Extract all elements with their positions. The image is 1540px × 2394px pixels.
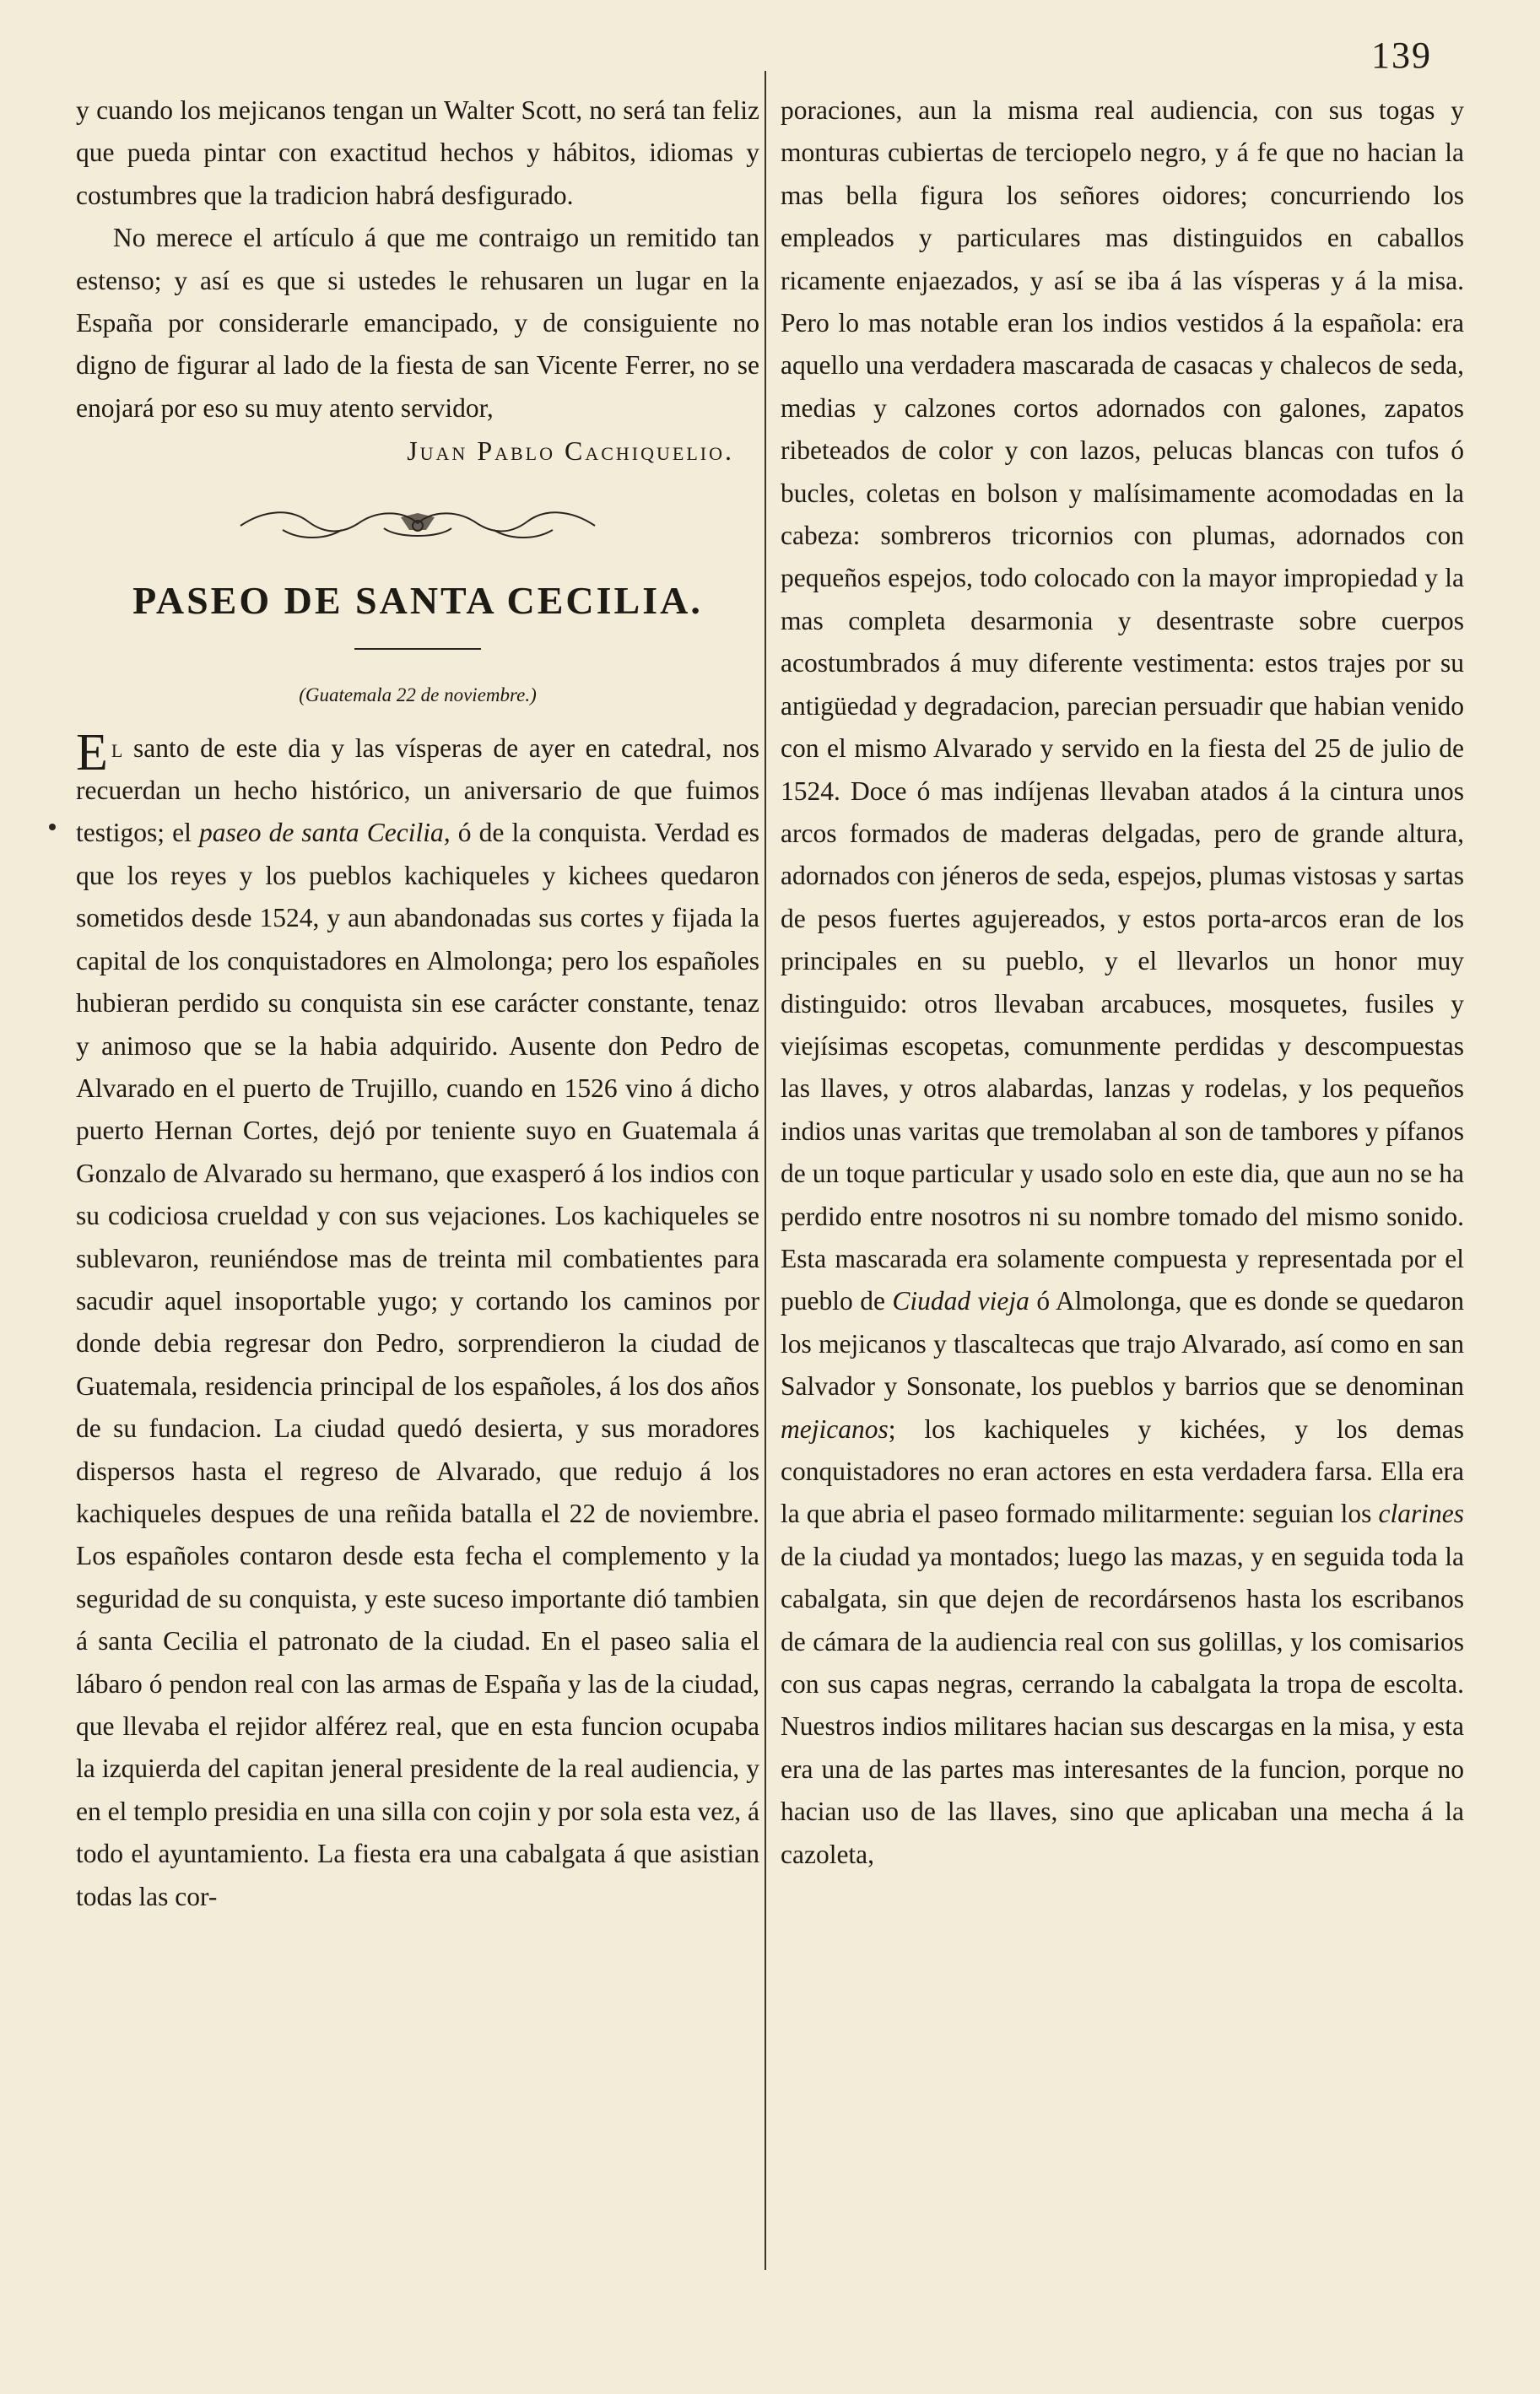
italic-mejicanos: mejicanos <box>781 1413 889 1444</box>
ornament-divider <box>232 505 603 547</box>
article-body <box>76 723 759 1918</box>
body-text-b: ó de la conquista. Verdad es que los reyes y los pueblos kachiqueles y kichees quedaron sometidos desde 1524, y aun abandonadas sus cortes y fijada la capital de los conquistadores en Almolonga; pero los españoles hubieran perdido su conquista sin ese carácter constante, tenaz y animoso que se la habia adquirido. Ausente don Pedro de Alvarado en el puerto de Trujillo, cuando en 1526 vino á dicho puerto Hernan Cortes, dejó por teniente suyo en Guatemala á Gonzalo de Alvarado su hermano, que exasperó á los indios con su codiciosa crueldad y con sus vejaciones. Los kachiqueles se sublevaron, reuniéndose mas de treinta mil combatientes para sacudir aquel insoportable yugo; y cortando los caminos por donde debia regresar don Pedro, sorprendieron la ciudad de Guatemala, residencia principal de los españoles, á los dos años de su fundacion. La ciudad quedó desierta, y sus moradores dispersos hasta el regreso de Alvarado, que redujo á los kachiqueles despues de una reñida batalla el 22 de noviembre. Los españoles contaron desde esta fecha el complemento y la seguridad de su conquista, y este suceso importante dió tambien á santa Cecilia el patronato de la ciudad. En el paseo salia el lábaro ó pendon real con las armas de España y las de la ciudad, que llevaba el rejidor alférez real, que en esta funcion ocupaba la izquierda del capitan jeneral presidente de la real audiencia, y en el templo presidia en una silla con cojin y por sola esta vez, á todo el ayuntamiento. La fiesta era una cabalgata á que asistian todas las cor- <box>76 818 759 1911</box>
title-rule <box>354 648 481 650</box>
article-title: PASEO DE SANTA CECILIA. <box>132 578 703 622</box>
page-number: 139 <box>1371 35 1432 76</box>
italic-clarines: clarines <box>1378 1499 1464 1529</box>
right-column <box>781 89 1464 1876</box>
body-text-f: de la ciudad ya montados; luego las mazas, y en seguida toda la cabalgata, sin que dejen de recordársenos hasta los escribanos de cámara de la audiencia real con sus golillas, y los comisarios con sus capas negras, cerrando la cabalgata la tropa de escolta. Nuestros indios militares hacian sus descargas en la misa, y esta era una de las partes mas interesantes de la funcion, porque no hacian uso de las llaves, sino que aplicaban una mecha á la cazoleta, <box>781 1541 1464 1869</box>
body-text-e: ; los kachiqueles y kichées, y los demas conquistadores no eran actores en esta verdadera farsa. Ella era la que abria el paseo formado militarmente: seguian los <box>781 1413 1464 1529</box>
body-text-c: poraciones, aun la misma real audiencia, con sus togas y monturas cubiertas de terciopelo negro, y á fe que no hacian la mas bella figura los señores oidores; concurriendo los empleados y particulares mas distinguidos en caballos ricamente enjaezados, y así se iba á las vísperas y á la misa. Pero lo mas notable eran los indios vestidos á la española: era aquello una verdadera mascarada de casacas y chalecos de seda, medias y calzones cortos adornados con galones, zapatos ribeteados de color y con lazos, pelucas blancas con tufos ó bucles, coletas en bolson y malísimamente acomodadas en la cabeza: sombreros tricornios con plumas, adornados con pequeños espejos, todo colocado con la mayor impropiedad y la mas completa desarmonia y desentraste sobre cuerpos acostumbrados á muy diferente vestimenta: estos trajes por su antigüedad y degradacion, parecian persuadir que habian venido con el mismo Alvarado y servido en la fiesta del 25 de julio de 1524. Doce ó mas indíjenas llevaban atados á la cintura unos arcos formados de maderas delgadas, pero de grande altura, adornados con jéneros de seda, espejos, plumas vistosas y sartas de pesos fuertes agujereados, y estos porta-arcos eran de los principales en su pueblo, y el llevarlos un honor muy distinguido: otros llevaban arcabuces, mosquetes, fusiles y viejísimas escopetas, comunmente perdidas y descompuestas las llaves, y otros alabardas, lanzas y rodelas, y los pequeños indios unas varitas que tremolaban al son de tambores y pífanos de un toque particular y usado solo en este dia, que aun no se ha perdido entre nosotros ni su nombre tomado del mismo sonido. Esta mascarada era solamente compuesta y representada por el pueblo de <box>781 95 1464 1316</box>
dropcap: E <box>76 723 108 781</box>
italic-paseo: paseo de santa Cecilia, <box>198 818 451 848</box>
continued-article-body <box>781 89 1464 1876</box>
italic-ciudad-vieja: Ciudad vieja <box>892 1286 1029 1316</box>
letter-closing-paragraph: y cuando los mejicanos tengan un Walter Scott, no será tan feliz que pueda pintar con exactitud hechos y hábitos, idiomas y costumbres que la tradicion habrá desfigurado. <box>76 95 759 210</box>
margin-mark <box>49 824 56 830</box>
body-text-d: ó Almolonga, que es donde se quedaron los mejicanos y tlascaltecas que trajo Alvarado, así como en san Salvador y Sonsonate, los pueblos y barrios que se denominan <box>781 1286 1465 1402</box>
body-text-a: santo de este dia y las vísperas de ayer en catedral, nos recuerdan un hecho histórico, un aniversario de que fuimos testigos; el <box>76 732 759 848</box>
letter-final-paragraph: No merece el artículo á que me contraigo un remitido tan estenso; y así es que si ustedes le rehusaren un lugar en la España por considerarle emancipado, y de consiguiente no digno de figurar al lado de la fiesta de san Vicente Ferrer, no se enojará por eso su muy atento servidor, <box>76 223 759 423</box>
left-column <box>76 89 759 1918</box>
dateline: (Guatemala 22 de noviembre.) <box>299 684 537 705</box>
signature: Juan Pablo Cachiquelio. <box>407 435 734 467</box>
first-word-rest: l <box>111 732 123 763</box>
column-divider <box>765 71 766 2270</box>
